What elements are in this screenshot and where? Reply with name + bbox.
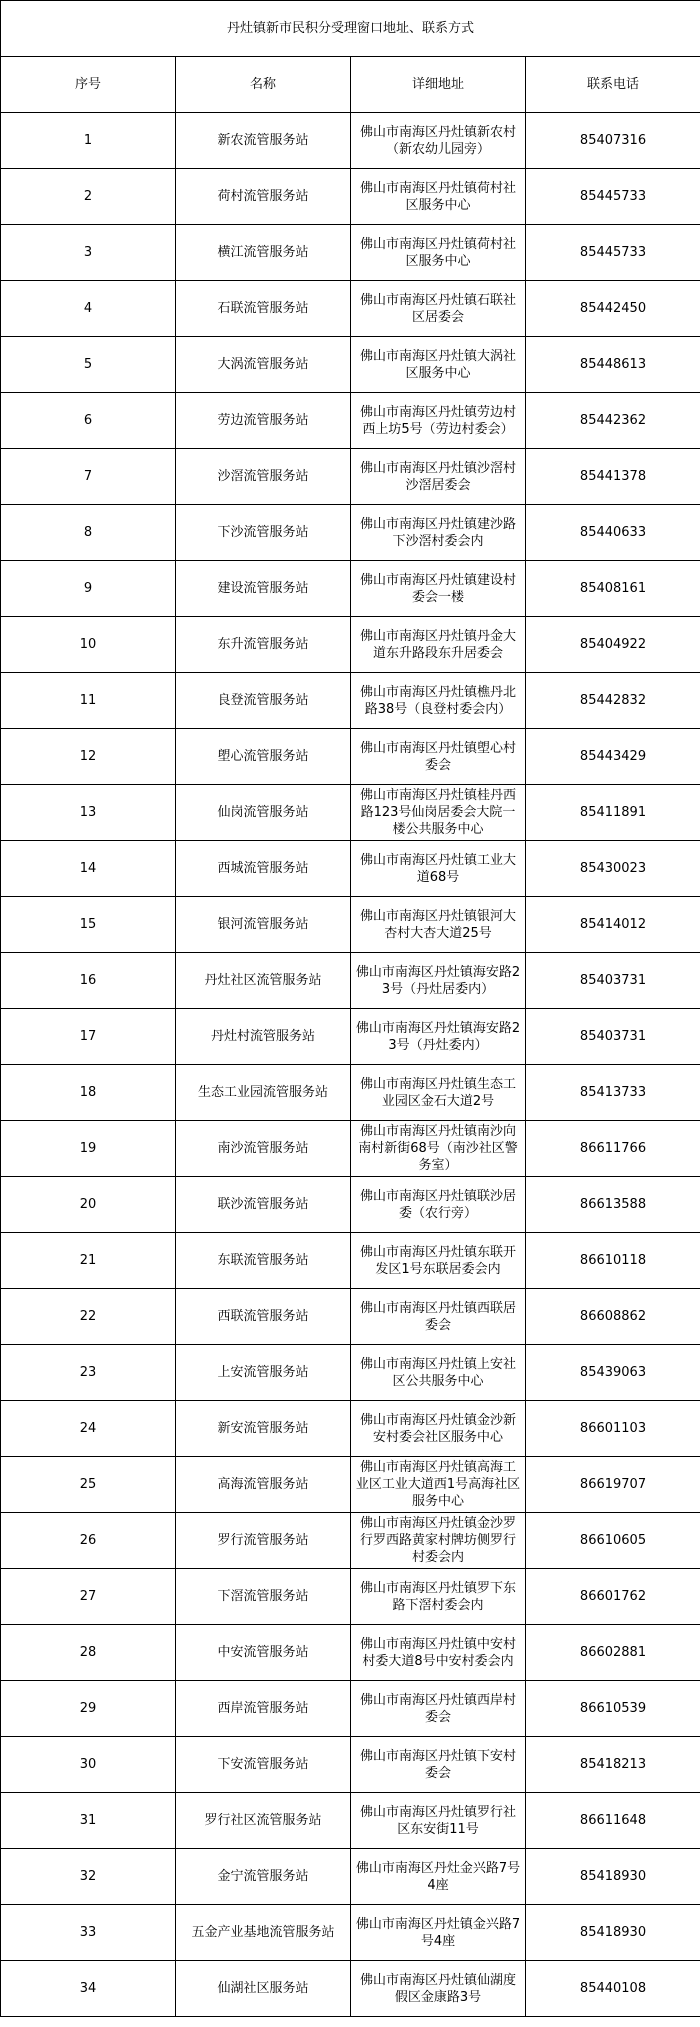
row-address-cell: 佛山市南海区丹灶镇劳边村西上坊5号（劳边村委会） [351, 393, 526, 449]
row-name-cell: 中安流管服务站 [176, 1625, 351, 1681]
row-address-cell: 佛山市南海区丹灶镇上安社区公共服务中心 [351, 1345, 526, 1401]
row-index-cell: 8 [1, 505, 176, 561]
row-name-cell: 高海流管服务站 [176, 1457, 351, 1513]
table-row [1, 1401, 700, 1457]
row-index-cell: 34 [1, 1961, 176, 2017]
row-index-cell: 26 [1, 1513, 176, 1569]
row-name-cell: 五金产业基地流管服务站 [176, 1905, 351, 1961]
row-phone-cell: 85414012 [526, 897, 700, 953]
row-name-cell: 银河流管服务站 [176, 897, 351, 953]
row-address-cell: 佛山市南海区丹灶镇南沙向南村新街68号（南沙社区警务室） [351, 1121, 526, 1177]
header-row [1, 57, 700, 113]
row-name-cell: 下沙流管服务站 [176, 505, 351, 561]
row-address-cell: 佛山市南海区丹灶镇西岸村委会 [351, 1681, 526, 1737]
row-phone-cell: 86619707 [526, 1457, 700, 1513]
row-index-cell: 20 [1, 1177, 176, 1233]
row-phone-cell: 85448613 [526, 337, 700, 393]
row-name-cell: 生态工业园流管服务站 [176, 1065, 351, 1121]
table-row [1, 281, 700, 337]
table-row [1, 1961, 700, 2017]
row-phone-cell: 86610118 [526, 1233, 700, 1289]
table-row [1, 1569, 700, 1625]
row-index-cell: 10 [1, 617, 176, 673]
row-index-cell: 16 [1, 953, 176, 1009]
table-row [1, 729, 700, 785]
row-index-cell: 32 [1, 1849, 176, 1905]
row-phone-cell: 86613588 [526, 1177, 700, 1233]
row-address-cell: 佛山市南海区丹灶镇大涡社区服务中心 [351, 337, 526, 393]
table-row [1, 1737, 700, 1793]
row-phone-cell: 86608862 [526, 1289, 700, 1345]
row-index-cell: 22 [1, 1289, 176, 1345]
row-name-cell: 金宁流管服务站 [176, 1849, 351, 1905]
row-phone-cell: 85445733 [526, 225, 700, 281]
row-index-cell: 14 [1, 841, 176, 897]
table-row [1, 785, 700, 841]
column-header-phone: 联系电话 [526, 57, 700, 113]
row-address-cell: 佛山市南海区丹灶镇罗行社区东安街11号 [351, 1793, 526, 1849]
row-phone-cell: 85407316 [526, 113, 700, 169]
row-phone-cell: 85443429 [526, 729, 700, 785]
row-address-cell: 佛山市南海区丹灶镇建设村委会一楼 [351, 561, 526, 617]
row-phone-cell: 86611648 [526, 1793, 700, 1849]
row-name-cell: 东联流管服务站 [176, 1233, 351, 1289]
table-row [1, 225, 700, 281]
row-name-cell: 仙湖社区服务站 [176, 1961, 351, 2017]
row-address-cell: 佛山市南海区丹灶镇工业大道68号 [351, 841, 526, 897]
row-address-cell: 佛山市南海区丹灶镇石联社区居委会 [351, 281, 526, 337]
row-index-cell: 2 [1, 169, 176, 225]
row-address-cell: 佛山市南海区丹灶镇高海工业区工业大道西1号高海社区服务中心 [351, 1457, 526, 1513]
row-address-cell: 佛山市南海区丹灶镇罗下东路下滘村委会内 [351, 1569, 526, 1625]
row-index-cell: 23 [1, 1345, 176, 1401]
row-index-cell: 6 [1, 393, 176, 449]
table-row [1, 1849, 700, 1905]
table-row [1, 673, 700, 729]
row-name-cell: 上安流管服务站 [176, 1345, 351, 1401]
row-address-cell: 佛山市南海区丹灶镇中安村村委大道8号中安村委会内 [351, 1625, 526, 1681]
row-name-cell: 东升流管服务站 [176, 617, 351, 673]
row-name-cell: 丹灶村流管服务站 [176, 1009, 351, 1065]
row-phone-cell: 85411891 [526, 785, 700, 841]
table-row [1, 617, 700, 673]
table-row [1, 1009, 700, 1065]
table-row [1, 393, 700, 449]
table-row [1, 1513, 700, 1569]
row-index-cell: 29 [1, 1681, 176, 1737]
row-address-cell: 佛山市南海区丹灶镇金兴路7号4座 [351, 1905, 526, 1961]
row-index-cell: 5 [1, 337, 176, 393]
row-address-cell: 佛山市南海区丹灶镇建沙路下沙滘村委会内 [351, 505, 526, 561]
row-address-cell: 佛山市南海区丹灶镇仙湖度假区金康路3号 [351, 1961, 526, 2017]
row-name-cell: 劳边流管服务站 [176, 393, 351, 449]
row-address-cell: 佛山市南海区丹灶镇银河大杏村大杏大道25号 [351, 897, 526, 953]
row-name-cell: 建设流管服务站 [176, 561, 351, 617]
row-name-cell: 新安流管服务站 [176, 1401, 351, 1457]
column-header-name: 名称 [176, 57, 351, 113]
table-row [1, 1905, 700, 1961]
row-name-cell: 良登流管服务站 [176, 673, 351, 729]
row-index-cell: 28 [1, 1625, 176, 1681]
row-address-cell: 佛山市南海区丹灶镇荷村社区服务中心 [351, 225, 526, 281]
table-row [1, 897, 700, 953]
table-row [1, 1457, 700, 1513]
row-phone-cell: 85403731 [526, 1009, 700, 1065]
row-index-cell: 1 [1, 113, 176, 169]
table-row [1, 1233, 700, 1289]
row-phone-cell: 85430023 [526, 841, 700, 897]
row-name-cell: 罗行流管服务站 [176, 1513, 351, 1569]
row-name-cell: 下滘流管服务站 [176, 1569, 351, 1625]
row-phone-cell: 86611766 [526, 1121, 700, 1177]
row-index-cell: 9 [1, 561, 176, 617]
row-index-cell: 33 [1, 1905, 176, 1961]
table-row [1, 449, 700, 505]
row-index-cell: 25 [1, 1457, 176, 1513]
row-phone-cell: 85441378 [526, 449, 700, 505]
column-header-address: 详细地址 [351, 57, 526, 113]
row-phone-cell: 85445733 [526, 169, 700, 225]
table-row [1, 1793, 700, 1849]
row-name-cell: 罗行社区流管服务站 [176, 1793, 351, 1849]
table-title: 丹灶镇新市民积分受理窗口地址、联系方式 [1, 1, 700, 57]
row-address-cell: 佛山市南海区丹灶镇樵丹北路38号（良登村委会内） [351, 673, 526, 729]
row-phone-cell: 86601762 [526, 1569, 700, 1625]
row-index-cell: 3 [1, 225, 176, 281]
row-phone-cell: 85440633 [526, 505, 700, 561]
row-name-cell: 横江流管服务站 [176, 225, 351, 281]
row-phone-cell: 85439063 [526, 1345, 700, 1401]
row-name-cell: 下安流管服务站 [176, 1737, 351, 1793]
table-row [1, 1065, 700, 1121]
row-phone-cell: 85413733 [526, 1065, 700, 1121]
row-phone-cell: 86601103 [526, 1401, 700, 1457]
row-address-cell: 佛山市南海区丹灶镇金沙新安村委会社区服务中心 [351, 1401, 526, 1457]
row-address-cell: 佛山市南海区丹灶金兴路7号4座 [351, 1849, 526, 1905]
row-index-cell: 30 [1, 1737, 176, 1793]
row-name-cell: 丹灶社区流管服务站 [176, 953, 351, 1009]
row-name-cell: 南沙流管服务站 [176, 1121, 351, 1177]
row-address-cell: 佛山市南海区丹灶镇桂丹西路123号仙岗居委会大院一楼公共服务中心 [351, 785, 526, 841]
row-index-cell: 11 [1, 673, 176, 729]
row-index-cell: 7 [1, 449, 176, 505]
row-name-cell: 联沙流管服务站 [176, 1177, 351, 1233]
table-row [1, 337, 700, 393]
row-phone-cell: 85404922 [526, 617, 700, 673]
row-address-cell: 佛山市南海区丹灶镇新农村（新农幼儿园旁） [351, 113, 526, 169]
row-phone-cell: 86602881 [526, 1625, 700, 1681]
table-row [1, 505, 700, 561]
row-name-cell: 荷村流管服务站 [176, 169, 351, 225]
row-name-cell: 石联流管服务站 [176, 281, 351, 337]
row-index-cell: 18 [1, 1065, 176, 1121]
row-address-cell: 佛山市南海区丹灶镇丹金大道东升路段东升居委会 [351, 617, 526, 673]
row-phone-cell: 86610539 [526, 1681, 700, 1737]
row-index-cell: 4 [1, 281, 176, 337]
row-address-cell: 佛山市南海区丹灶镇联沙居委（农行旁） [351, 1177, 526, 1233]
row-phone-cell: 85403731 [526, 953, 700, 1009]
table-row [1, 1345, 700, 1401]
row-phone-cell: 86610605 [526, 1513, 700, 1569]
row-address-cell: 佛山市南海区丹灶镇荷村社区服务中心 [351, 169, 526, 225]
row-name-cell: 塱心流管服务站 [176, 729, 351, 785]
table-row [1, 1289, 700, 1345]
row-phone-cell: 85442362 [526, 393, 700, 449]
row-address-cell: 佛山市南海区丹灶镇金沙罗行罗西路黄家村牌坊侧罗行村委会内 [351, 1513, 526, 1569]
column-header-index: 序号 [1, 57, 176, 113]
row-index-cell: 15 [1, 897, 176, 953]
table-row [1, 113, 700, 169]
row-address-cell: 佛山市南海区丹灶镇东联开发区1号东联居委会内 [351, 1233, 526, 1289]
row-address-cell: 佛山市南海区丹灶镇沙滘村沙滘居委会 [351, 449, 526, 505]
row-name-cell: 西联流管服务站 [176, 1289, 351, 1345]
table-row [1, 1681, 700, 1737]
row-phone-cell: 85418930 [526, 1849, 700, 1905]
row-index-cell: 12 [1, 729, 176, 785]
table-row [1, 1625, 700, 1681]
title-row [1, 1, 700, 57]
row-name-cell: 西城流管服务站 [176, 841, 351, 897]
row-name-cell: 沙滘流管服务站 [176, 449, 351, 505]
table-body [1, 113, 700, 2017]
row-address-cell: 佛山市南海区丹灶镇海安路23号（丹灶居委内） [351, 953, 526, 1009]
row-phone-cell: 85442832 [526, 673, 700, 729]
table-row [1, 841, 700, 897]
row-index-cell: 24 [1, 1401, 176, 1457]
row-index-cell: 21 [1, 1233, 176, 1289]
table-row [1, 1177, 700, 1233]
row-index-cell: 31 [1, 1793, 176, 1849]
row-address-cell: 佛山市南海区丹灶镇西联居委会 [351, 1289, 526, 1345]
table-row [1, 1121, 700, 1177]
row-address-cell: 佛山市南海区丹灶镇海安路23号（丹灶委内） [351, 1009, 526, 1065]
row-index-cell: 19 [1, 1121, 176, 1177]
table-row [1, 561, 700, 617]
row-address-cell: 佛山市南海区丹灶镇生态工业园区金石大道2号 [351, 1065, 526, 1121]
row-index-cell: 17 [1, 1009, 176, 1065]
row-phone-cell: 85442450 [526, 281, 700, 337]
row-name-cell: 仙岗流管服务站 [176, 785, 351, 841]
row-name-cell: 大涡流管服务站 [176, 337, 351, 393]
row-phone-cell: 85418213 [526, 1737, 700, 1793]
row-name-cell: 西岸流管服务站 [176, 1681, 351, 1737]
row-index-cell: 27 [1, 1569, 176, 1625]
row-phone-cell: 85408161 [526, 561, 700, 617]
table-row [1, 953, 700, 1009]
row-phone-cell: 85440108 [526, 1961, 700, 2017]
row-name-cell: 新农流管服务站 [176, 113, 351, 169]
row-address-cell: 佛山市南海区丹灶镇下安村委会 [351, 1737, 526, 1793]
row-index-cell: 13 [1, 785, 176, 841]
table-row [1, 169, 700, 225]
row-phone-cell: 85418930 [526, 1905, 700, 1961]
row-address-cell: 佛山市南海区丹灶镇塱心村委会 [351, 729, 526, 785]
